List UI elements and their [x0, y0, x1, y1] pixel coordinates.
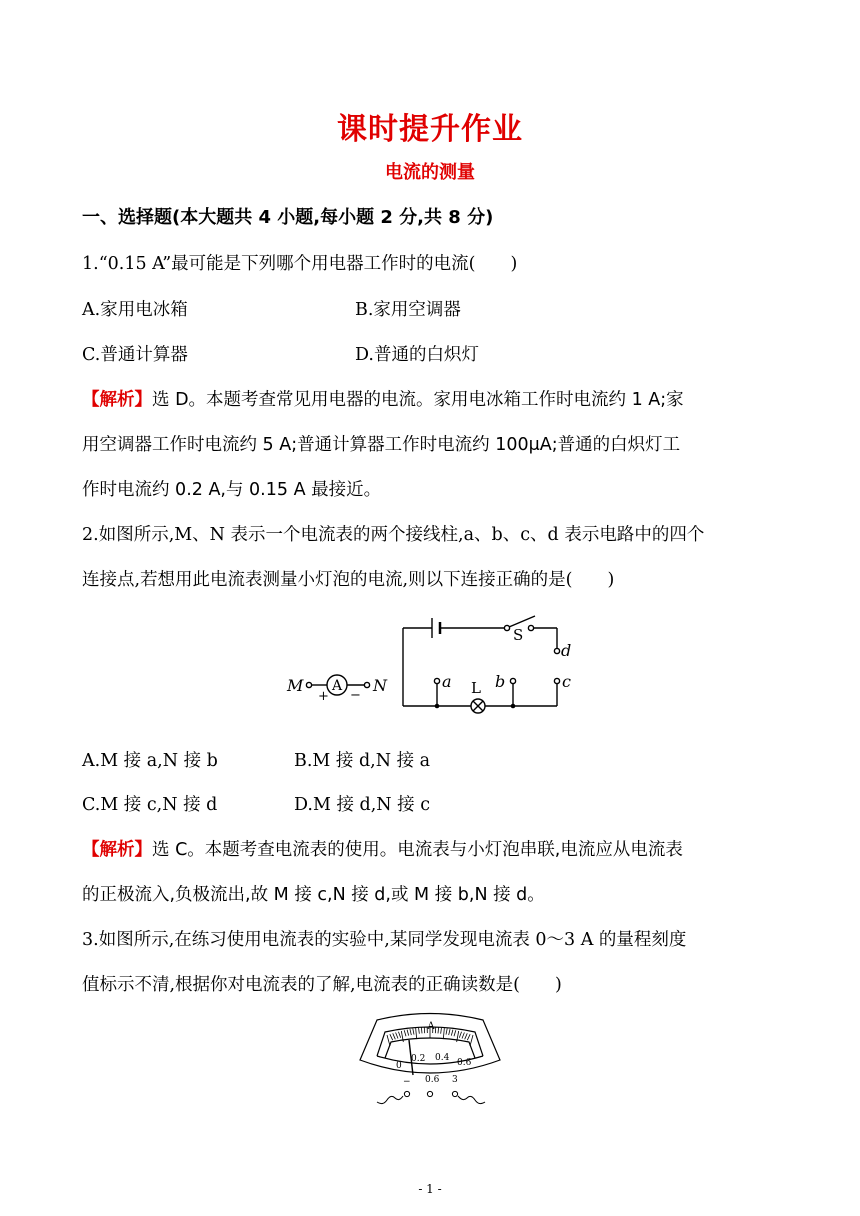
question-1-analysis-line-2: 用空调器工作时电流约 5 A;普通计算器工作时电流约 100μA;普通的白炽灯工 — [82, 435, 681, 455]
page-title: 课时提升作业 — [337, 112, 523, 147]
analysis-text: 选 C。本题考查电流表的使用。电流表与小灯泡串联,电流应从电流表 — [152, 840, 683, 860]
label-c: c — [562, 672, 571, 691]
label-ammeter: A — [331, 678, 343, 694]
question-1-option-a: A.家用电冰箱 — [82, 300, 188, 320]
page-number: - 1 - — [418, 1182, 442, 1196]
label-b: b — [495, 672, 506, 691]
dial-scale-label-0-2: 0.2 — [411, 1054, 426, 1064]
question-1-option-b: B.家用空调器 — [355, 300, 461, 320]
question-2-option-a: A.M 接 a,N 接 b — [82, 751, 218, 771]
terminal-3 — [452, 1091, 457, 1096]
question-2-stem-line-1: 2.如图所示,M、N 表示一个电流表的两个接线柱,a、b、c、d 表示电路中的四个 — [82, 525, 705, 545]
question-2-option-d: D.M 接 d,N 接 c — [294, 795, 431, 815]
section-heading: 一、选择题(本大题共 4 小题,每小题 2 分,共 8 分) — [82, 207, 494, 228]
wire-left — [377, 1096, 403, 1104]
analysis-tag: 【解析】 — [82, 390, 152, 410]
question-3-stem-line-1: 3.如图所示,在练习使用电流表的实验中,某同学发现电流表 0～3 A 的量程刻度 — [82, 930, 687, 950]
dial-scale-label-0-6: 0.6 — [457, 1058, 472, 1068]
question-1-option-c: C.普通计算器 — [82, 345, 188, 365]
label-plus: + — [318, 689, 329, 704]
label-lamp: L — [471, 679, 481, 697]
wire-right — [458, 1096, 485, 1104]
ammeter-dial-figure — [355, 1012, 505, 1117]
analysis-text: 选 D。本题考查常见用电器的电流。家用电冰箱工作时电流约 1 A;家 — [152, 390, 684, 410]
dial-scale-label-0-4: 0.4 — [435, 1053, 450, 1063]
label-a: a — [442, 672, 452, 691]
circuit-figure — [285, 610, 595, 720]
label-m: M — [287, 676, 304, 695]
junction-dot — [435, 704, 440, 709]
page-subtitle: 电流的测量 — [385, 162, 475, 183]
question-3-stem-line-2: 值标示不清,根据你对电流表的了解,电流表的正确读数是( ) — [82, 975, 562, 995]
question-1-option-d: D.普通的白炽灯 — [355, 345, 479, 365]
analysis-tag: 【解析】 — [82, 840, 152, 860]
label-n: N — [373, 676, 387, 695]
question-1-stem: 1.“0.15 A”最可能是下列哪个用电器工作时的电流( ) — [82, 254, 518, 274]
question-1-analysis-line-1 — [82, 386, 684, 411]
label-switch: S — [513, 626, 524, 644]
question-2-option-c: C.M 接 c,N 接 d — [82, 795, 218, 815]
terminal-label-minus: − — [403, 1077, 411, 1087]
question-1-analysis-line-3: 作时电流约 0.2 A,与 0.15 A 最接近。 — [82, 480, 382, 500]
question-2-analysis-line-2: 的正极流入,负极流出,故 M 接 c,N 接 d,或 M 接 b,N 接 d。 — [82, 885, 545, 905]
terminal-label-0-6: 0.6 — [425, 1075, 440, 1085]
question-2-option-b: B.M 接 d,N 接 a — [294, 751, 431, 771]
terminal-0-6 — [427, 1091, 432, 1096]
label-d: d — [561, 641, 572, 660]
terminal-minus — [404, 1091, 409, 1096]
question-2-analysis-line-1 — [82, 836, 683, 861]
terminal-label-3: 3 — [452, 1075, 458, 1085]
junction-dot — [511, 704, 516, 709]
dial-scale-label-0: 0 — [396, 1061, 402, 1071]
question-2-stem-line-2: 连接点,若想用此电流表测量小灯泡的电流,则以下连接正确的是( ) — [82, 570, 615, 590]
dial-unit-label: A — [427, 1021, 435, 1032]
label-minus: − — [350, 688, 361, 703]
